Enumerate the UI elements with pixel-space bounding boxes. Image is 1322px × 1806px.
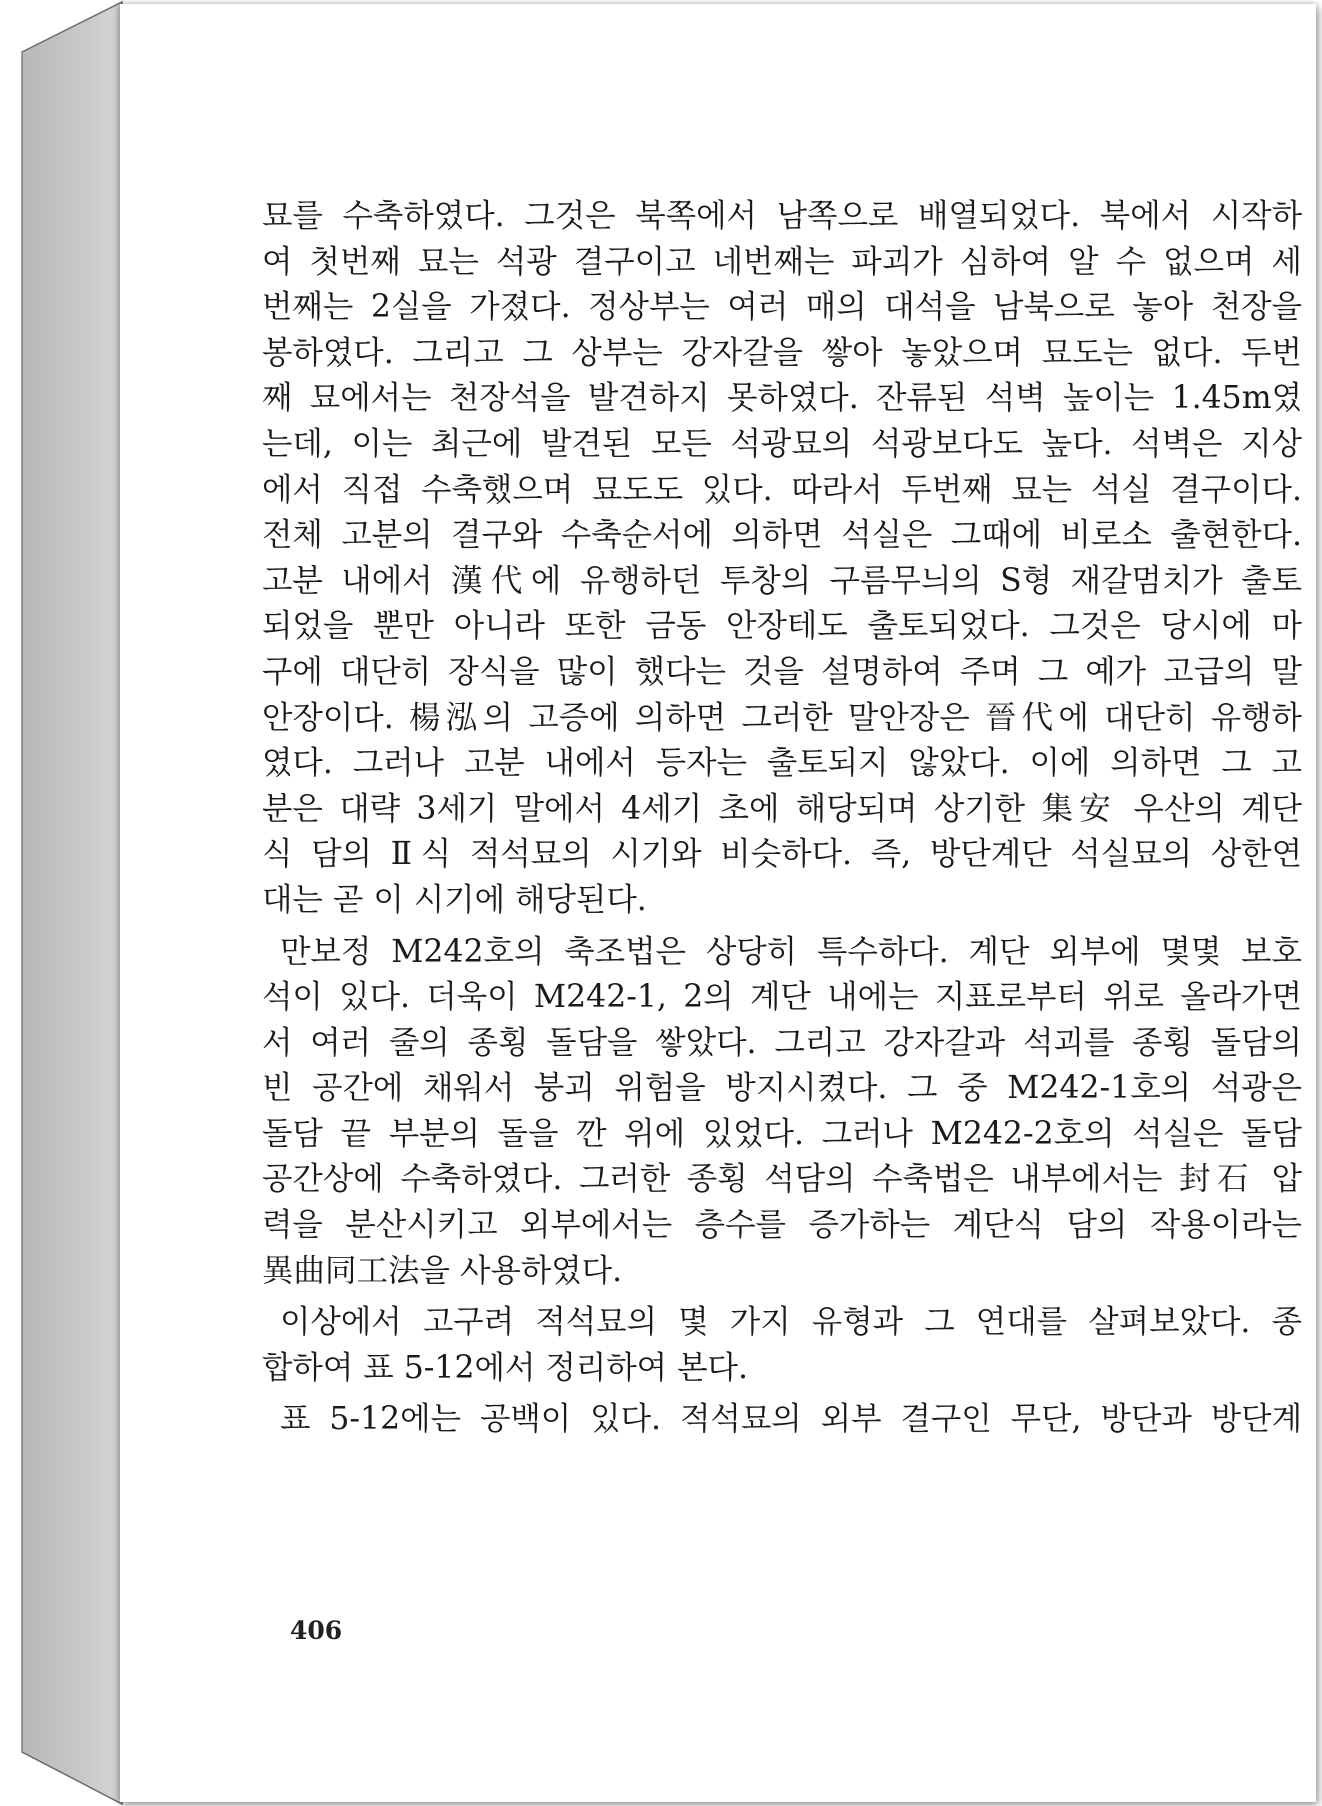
text-line: 만보정 M242호의 축조법은 상당히 특수하다. 계단 외부에 몇몇 보호 bbox=[280, 933, 1302, 970]
text-line: 고분 내에서 漢代에 유행하던 투창의 구름무늬의 S형 재갈멈치가 출토 bbox=[262, 562, 1302, 599]
book-page bbox=[120, 4, 1316, 1802]
text-line: 봉하였다. 그리고 그 상부는 강자갈을 쌓아 놓았으며 묘도는 없다. 두번 bbox=[262, 334, 1302, 371]
text-line: 이상에서 고구려 적석묘의 몇 가지 유형과 그 연대를 살펴보았다. 종 bbox=[280, 1304, 1302, 1341]
text-line: 여 첫번째 묘는 석광 결구이고 네번째는 파괴가 심하여 알 수 없으며 세 bbox=[262, 243, 1302, 280]
text-line: 분은 대략 3세기 말에서 4세기 초에 해당되며 상기한 集安 우산의 계단 bbox=[262, 790, 1302, 827]
text-line: 공간상에 수축하였다. 그러한 종횡 석담의 수축법은 내부에서는 封石 압 bbox=[262, 1161, 1302, 1198]
text-line: 식 담의 Ⅱ식 적석묘의 시기와 비슷하다. 즉, 방단계단 석실묘의 상한연 bbox=[262, 836, 1302, 873]
text-line: 돌담 끝 부분의 돌을 깐 위에 있었다. 그러나 M242-2호의 석실은 돌담 bbox=[262, 1115, 1302, 1152]
text-line: 석이 있다. 더욱이 M242-1, 2의 계단 내에는 지표로부터 위로 올라가면 bbox=[262, 979, 1302, 1016]
body-text bbox=[262, 194, 1302, 1443]
text-line: 였다. 그러나 고분 내에서 등자는 출토되지 않았다. 이에 의하면 그 고 bbox=[262, 745, 1302, 782]
text-line: 력을 분산시키고 외부에서는 층수를 증가하는 계단식 담의 작용이라는 bbox=[262, 1207, 1302, 1244]
text-line: 표 5-12에는 공백이 있다. 적석묘의 외부 결구인 무단, 방단과 방단계 bbox=[280, 1401, 1302, 1438]
text-line: 전체 고분의 결구와 수축순서에 의하면 석실은 그때에 비로소 출현한다. bbox=[262, 517, 1302, 554]
text-line: 번째는 2실을 가졌다. 정상부는 여러 매의 대석을 남북으로 놓아 천장을 bbox=[262, 289, 1302, 326]
text-line: 는데, 이는 최근에 발견된 모든 석광묘의 석광보다도 높다. 석벽은 지상 bbox=[262, 425, 1302, 462]
text-line: 빈 공간에 채워서 붕괴 위험을 방지시켰다. 그 중 M242-1호의 석광은 bbox=[262, 1070, 1302, 1107]
text-line: 되었을 뿐만 아니라 또한 금동 안장테도 출토되었다. 그것은 당시에 마 bbox=[262, 608, 1302, 645]
text-line: 합하여 표 5-12에서 정리하여 본다. bbox=[262, 1349, 748, 1386]
text-line: 異曲同工法을 사용하였다. bbox=[262, 1252, 623, 1289]
text-line: 대는 곧 이 시기에 해당된다. bbox=[262, 881, 647, 918]
text-line: 묘를 수축하였다. 그것은 북쪽에서 남쪽으로 배열되었다. 북에서 시작하 bbox=[262, 198, 1302, 234]
text-line: 서 여러 줄의 종횡 돌담을 쌓았다. 그리고 강자갈과 석괴를 종횡 돌담의 bbox=[262, 1024, 1302, 1061]
text-line: 구에 대단히 장식을 많이 했다는 것을 설명하여 주며 그 예가 고급의 말 bbox=[262, 653, 1302, 690]
text-line: 안장이다. 楊泓의 고증에 의하면 그러한 말안장은 晉代에 대단히 유행하 bbox=[262, 699, 1302, 736]
page-number: 406 bbox=[290, 1616, 343, 1645]
text-line: 째 묘에서는 천장석을 발견하지 못하였다. 잔류된 석벽 높이는 1.45m였 bbox=[262, 380, 1302, 417]
text-line: 에서 직접 수축했으며 묘도도 있다. 따라서 두번째 묘는 석실 결구이다. bbox=[262, 471, 1302, 508]
